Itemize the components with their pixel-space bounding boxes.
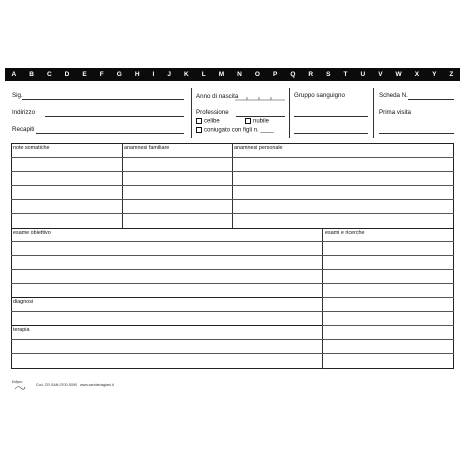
header-divider-2 xyxy=(289,88,290,138)
ruled-line xyxy=(11,185,454,186)
examination-table xyxy=(11,228,454,369)
recapiti-field[interactable] xyxy=(36,133,184,134)
footer-website: www.cartoleriagiani.it xyxy=(80,383,114,387)
celibe-option[interactable] xyxy=(196,118,220,126)
ruled-line xyxy=(11,171,454,172)
alphabet-letter: M xyxy=(218,71,225,78)
alphabet-letter: J xyxy=(167,71,171,78)
celibe-checkbox[interactable] xyxy=(196,118,202,124)
ruled-line xyxy=(11,283,322,284)
terapia-heading: terapia xyxy=(13,327,30,333)
header-divider-3 xyxy=(373,88,374,138)
ruled-line xyxy=(11,213,454,214)
brand-logo-icon xyxy=(14,385,26,391)
alphabet-letter: Y xyxy=(432,71,437,78)
esame-obiettivo-heading: esame obiettivo xyxy=(13,230,51,236)
gruppo-sanguigno-field-2[interactable] xyxy=(294,133,368,134)
ruled-line xyxy=(322,269,454,270)
ruled-line xyxy=(11,255,322,256)
anno-nascita-label: Anno di nascita xyxy=(196,93,239,100)
alphabet-letter: P xyxy=(272,71,278,78)
alphabet-letter: V xyxy=(378,71,383,78)
ruled-line xyxy=(11,241,322,242)
indirizzo-field[interactable] xyxy=(45,116,184,117)
anno-nascita-field[interactable] xyxy=(235,93,285,101)
terapia-separator xyxy=(11,325,322,326)
ruled-line xyxy=(322,339,454,340)
ruled-line xyxy=(11,157,454,158)
nubile-option[interactable] xyxy=(245,118,269,126)
alphabet-letter: D xyxy=(64,71,70,78)
gruppo-sanguigno-label: Gruppo sanguigno xyxy=(294,92,345,99)
ruled-line xyxy=(11,199,454,200)
anamnesis-divider-2 xyxy=(232,143,233,229)
examination-divider xyxy=(322,228,323,369)
alphabet-letter: T xyxy=(343,71,348,78)
ruled-line xyxy=(322,297,454,298)
alphabet-letter: S xyxy=(326,71,331,78)
ruled-line xyxy=(322,283,454,284)
alphabet-index-strip xyxy=(5,68,460,81)
prima-visita-label: Prima visita xyxy=(379,109,411,116)
prima-visita-field[interactable] xyxy=(379,133,454,134)
gruppo-sanguigno-field-1[interactable] xyxy=(294,116,368,117)
scheda-label: Scheda N. xyxy=(379,92,408,99)
alphabet-letter: A xyxy=(11,71,17,78)
diagnosi-separator xyxy=(11,297,322,298)
alphabet-letter: K xyxy=(184,71,189,78)
coniugato-option[interactable] xyxy=(196,127,274,135)
scheda-field[interactable] xyxy=(408,99,454,100)
alphabet-letter: Z xyxy=(449,71,454,78)
diagnosi-heading: diagnosi xyxy=(13,299,34,305)
coniugato-label: coniugato con figli n. ____ xyxy=(204,127,274,134)
ruled-line xyxy=(322,311,454,312)
ruled-line xyxy=(11,311,322,312)
ruled-line xyxy=(322,353,454,354)
alphabet-letter: H xyxy=(134,71,140,78)
ruled-line xyxy=(11,269,322,270)
alphabet-letter: B xyxy=(29,71,34,78)
alphabet-letter: E xyxy=(82,71,87,78)
professione-label: Professione xyxy=(196,109,229,116)
anamnesis-divider-1 xyxy=(122,143,123,229)
alphabet-letter: X xyxy=(414,71,420,78)
alphabet-letter: Q xyxy=(290,71,296,78)
alphabet-letter: I xyxy=(152,71,155,78)
anamnesi-familiare-heading: anamnesi familiare xyxy=(124,145,170,151)
sig-field[interactable] xyxy=(22,99,184,100)
nubile-label: nubile xyxy=(253,118,270,125)
sig-label: Sig. xyxy=(12,92,23,99)
anamnesi-personale-heading: anamnesi personale xyxy=(234,145,283,151)
professione-field[interactable] xyxy=(236,116,285,117)
alphabet-letter: U xyxy=(360,71,366,78)
indirizzo-label: Indirizzo xyxy=(12,109,36,116)
alphabet-letter: R xyxy=(308,71,314,78)
ruled-line xyxy=(322,325,454,326)
note-somatiche-heading: note somatiche xyxy=(13,145,50,151)
alphabet-letter: N xyxy=(237,71,242,78)
coniugato-checkbox[interactable] xyxy=(196,127,202,133)
celibe-label: celibe xyxy=(204,118,220,125)
esami-ricerche-heading: esami e ricerche xyxy=(325,230,365,236)
recapiti-label: Recapiti xyxy=(12,126,35,133)
alphabet-letter: W xyxy=(395,71,402,78)
ruled-line xyxy=(11,353,322,354)
nubile-checkbox[interactable] xyxy=(245,118,251,124)
alphabet-letter: C xyxy=(46,71,52,78)
ruled-line xyxy=(11,339,322,340)
alphabet-letter: G xyxy=(116,71,122,78)
alphabet-letter: F xyxy=(99,71,104,78)
footer-code: Cod. CR-SAN-0700-S090 xyxy=(36,383,78,387)
header-divider-1 xyxy=(191,88,192,138)
alphabet-letter: O xyxy=(254,71,260,78)
ruled-line xyxy=(322,255,454,256)
footer-brand: Edipro xyxy=(12,380,23,384)
ruled-line xyxy=(322,241,454,242)
alphabet-letter: L xyxy=(201,71,206,78)
